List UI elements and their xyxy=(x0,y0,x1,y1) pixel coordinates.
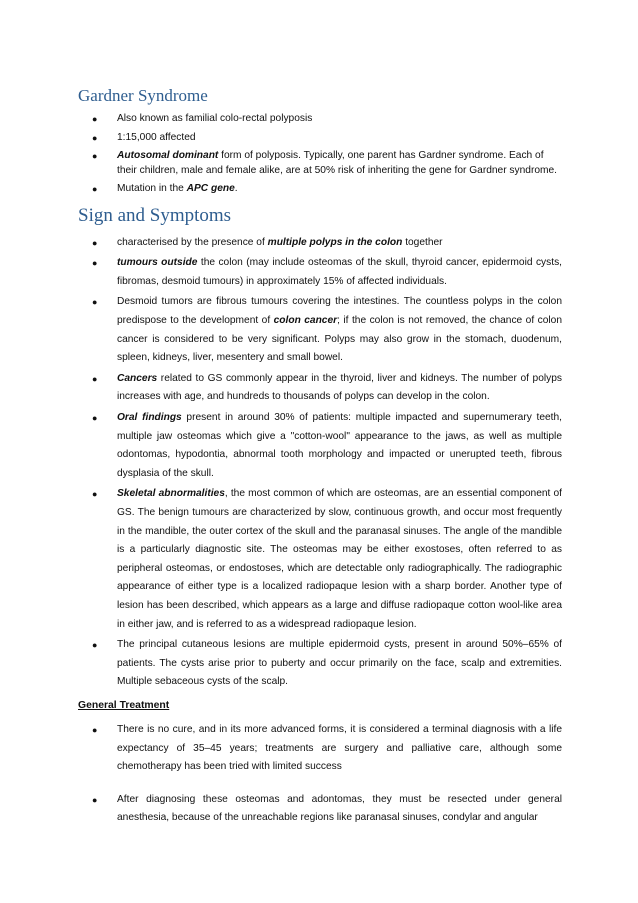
item-text: characterised by the presence of xyxy=(117,236,268,248)
treatment-list xyxy=(78,721,562,828)
list-item xyxy=(78,234,562,253)
list-item xyxy=(78,112,562,127)
list-item xyxy=(78,131,562,146)
item-text: Mutation in the xyxy=(117,183,187,195)
list-item xyxy=(78,409,562,483)
section-title-gardner: Gardner Syndrome xyxy=(78,86,208,105)
bullet-icon: ● xyxy=(92,297,98,308)
item-text: The principal cutaneous lesions are multiple epidermoid cysts, present in around 50%–65% of patients. The cysts arise prior to puberty and occur primarily on the face, scalp and extremities. Multiple sebaceous cysts of the scalp. xyxy=(117,639,562,688)
bullet-icon: ● xyxy=(92,258,98,269)
item-text: related to GS commonly appear in the thyroid, liver and kidneys. The number of polyps increases with age, and hundreds to thousands of polyps can develop in the colon. xyxy=(117,372,562,403)
item-text: the colon (may include osteomas of the skull, thyroid cancer, epidermoid cysts, fibromas, desmoid tumours) in approximately 15% of affected individuals. xyxy=(117,257,562,287)
item-text: 1:15,000 affected xyxy=(117,131,196,143)
signs-list xyxy=(78,234,562,692)
item-emphasis: tumours outside xyxy=(117,257,198,269)
bullet-icon: ● xyxy=(92,413,98,424)
item-text: . xyxy=(234,183,238,195)
bullet-icon: ● xyxy=(92,184,98,195)
list-item xyxy=(78,254,562,291)
item-emphasis: Skeletal abnormalities xyxy=(117,488,225,500)
item-text: Also known as familial colo-rectal polyposis xyxy=(117,113,313,125)
list-item xyxy=(78,721,562,777)
item-text: , the most common of which are osteomas, are an essential component of GS. The benign tumours are characterized by slow, continuous growth, and occur most frequently in the mandible, the outer cortex of the skull and the paranasal sinuses. The angle of the mandible is a particularly diagnostic site. The osteomas may be either exostoses, often referred to as peripheral osteomas, or endostoses, which are detectable only radiographically. The radiographic appearance of either type is a localized radiopaque lesion with a sharp border. Another type of lesion has been described, which appears as a large and diffuse radiopaque cotton wool-like area in either jaw, and is referred to as a widespread radiopaque lesion. xyxy=(117,488,562,630)
bullet-icon: ● xyxy=(92,640,98,651)
list-item xyxy=(78,149,562,179)
item-emphasis: Cancers xyxy=(117,372,158,384)
item-emphasis: colon cancer xyxy=(273,315,338,327)
list-item xyxy=(78,182,562,197)
item-text: ; if the colon is not removed, the chance of colon cancer is considered to be very significant. Polyps may also grow in the stomach, duodenum, spleen, kidneys, liver, mesentery and small bowel. xyxy=(117,315,562,364)
item-text: together xyxy=(402,236,443,248)
gardner-list xyxy=(78,112,562,196)
item-text: Desmoid tumors are fibrous tumours covering the intestines. The countless polyps in the colon predispose to the development of xyxy=(117,296,562,327)
bullet-icon: ● xyxy=(92,114,98,125)
item-text: After diagnosing these osteomas and adontomas, they must be resected under general anesthesia, because of the unreachable regions like paranasal sinuses, condylar and angular xyxy=(117,793,562,824)
list-item xyxy=(78,293,562,367)
bullet-icon: ● xyxy=(92,237,98,248)
bullet-icon: ● xyxy=(92,489,98,500)
item-text: There is no cure, and in its more advanced forms, it is considered a terminal diagnosis with a life expectancy of 35–45 years; treatments are surgery and palliative care, although some chemotherapy has been tried with limited success xyxy=(117,723,562,773)
section-title-treatment: General Treatment xyxy=(78,699,170,711)
bullet-icon: ● xyxy=(92,150,98,161)
bullet-icon: ● xyxy=(92,132,98,143)
item-emphasis: APC gene xyxy=(186,183,235,195)
item-emphasis: multiple polyps in the colon xyxy=(267,236,403,248)
list-item xyxy=(78,370,562,407)
bullet-icon: ● xyxy=(92,724,98,735)
list-item xyxy=(78,791,562,828)
list-item xyxy=(78,485,562,634)
list-item xyxy=(78,636,562,692)
item-text: form of polyposis. Typically, one parent has Gardner syndrome. Each of their children, male and female alike, are at 50% risk of inheriting the gene for Gardner syndrome. xyxy=(117,149,557,176)
document-content xyxy=(78,86,562,842)
item-text: present in around 30% of patients: multiple impacted and supernumerary teeth, multiple jaw osteomas which give a "cotton-wool" appearance to the jaws, as well as multiple odontomas, hypodontia, abnormal tooth morphology and impacted or unerupted teeth, fibrous dysplasia of the skull. xyxy=(117,412,563,479)
item-emphasis: Oral findings xyxy=(117,412,182,424)
bullet-icon: ● xyxy=(92,373,98,384)
section-title-signs: Sign and Symptoms xyxy=(78,204,232,226)
item-emphasis: Autosomal dominant xyxy=(117,149,219,161)
bullet-icon: ● xyxy=(92,794,98,805)
